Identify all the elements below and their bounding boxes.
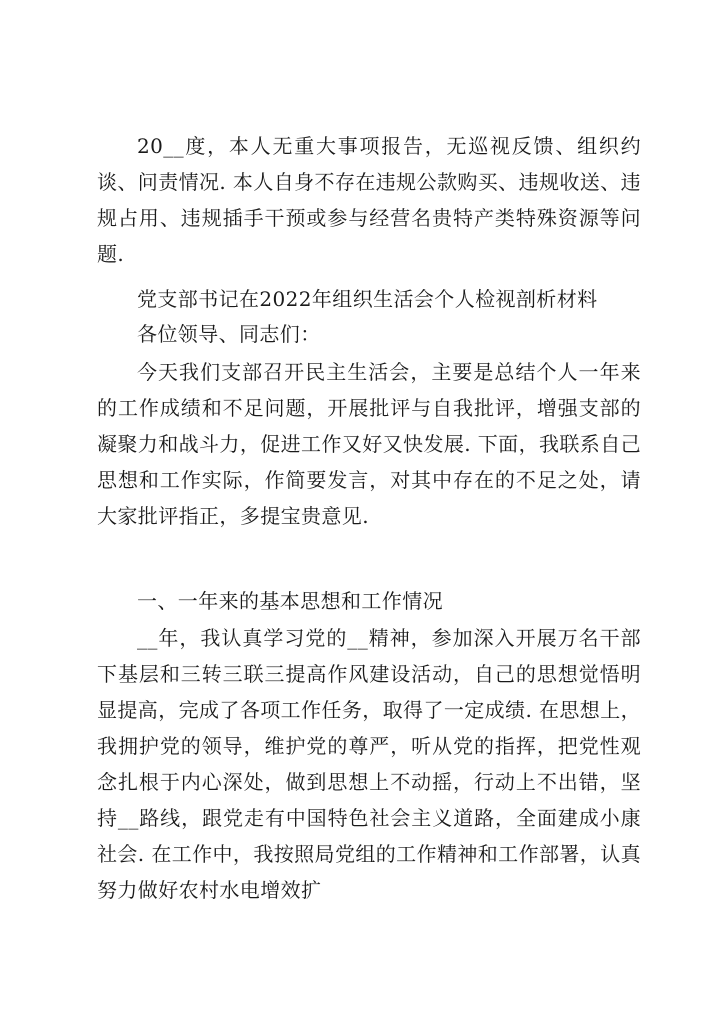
paragraph-report-statement: 20__度，本人无重大事项报告，无巡视反馈、组织约谈、问责情况. 本人自身不存在违规公款购买、违规收送、违规占用、违规插手干预或参与经营名贵特产类特殊资源等问题.: [97, 134, 641, 266]
document-title: 党支部书记在2022年组织生活会个人检视剖析材料: [137, 287, 598, 311]
paragraph-introduction: 今天我们支部召开民主生活会，主要是总结个人一年来的工作成绩和不足问题，开展批评与自我批评，增强支部的凝聚力和战斗力，促进工作又好又快发展. 下面，我联系自己思想和工作实际，作简要发言，对其中存在的不足之处，请大家批评指正，多提宝贵意见.: [97, 360, 641, 528]
salutation: 各位领导、同志们：: [137, 322, 321, 346]
paragraph-work-summary: __年，我认真学习党的__精神，参加深入开展万名干部下基层和三转三联三提高作风建设活动，自己的思想觉悟明显提高，完成了各项工作任务，取得了一定成绩. 在思想上，我拥护党的领导，维护党的尊严，听从党的指挥，把党性观念扎根于内心深处，做到思想上不动摇，行动上不出错，坚持__路线，跟党走有中国特色社会主义道路，全面建成小康社会. 在工作中，我按照局党组的工作精神和工作部署，认真努力做好农村水电增效扩: [97, 626, 641, 902]
section-heading-1: 一、一年来的基本思想和工作情况: [137, 589, 443, 613]
